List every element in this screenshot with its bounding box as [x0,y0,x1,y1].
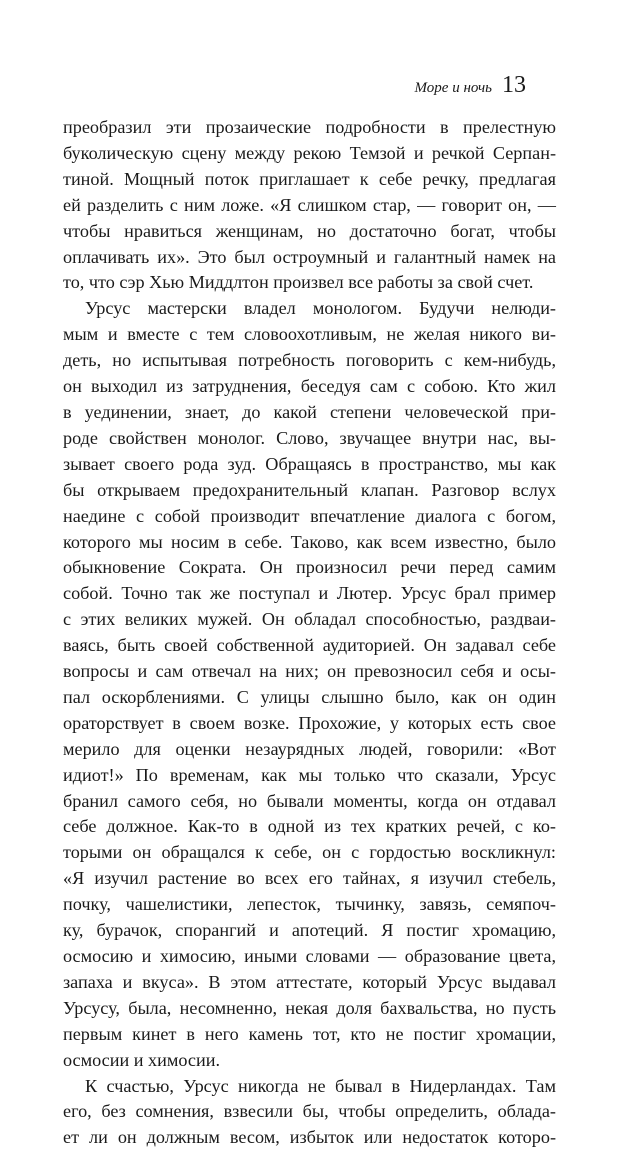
text-line: запаха и вкуса». В этом аттестате, который Урсус выдавал [63,971,556,992]
text-line: «Я изучил растение во всех его тайнах, я изучил стебель, [63,868,556,889]
text-line: осмосию и химосию, иными словами — образование цвета, [63,946,556,966]
paragraph [63,296,556,1073]
text-line: почку, чашелистики, лепесток, тычинку, завязь, семяпоч- [63,894,556,915]
text-line: ку, бурачок, спорангий и апотеций. Я постиг хромацию, [63,920,556,941]
page-number: 13 [502,72,526,98]
text-line: то, что сэр Хью Миддлтон произвел все работы за свой счет. [63,272,534,293]
text-line: осмосии и химосии. [63,1049,221,1070]
text-line: роде свойствен монолог. Слово, звучащее внутри нас, вы- [63,427,556,448]
text-line: оплачивать их». Это был остроумный и галантный намек на [63,246,556,267]
text-line: он выходил из затруднения, беседуя сам с собою. Кто жил [63,376,556,397]
text-line: торыми он обращался к себе, он с гордостью воскликнул: [63,842,556,863]
text-line: которого мы носим в себе. Таково, как всем известно, было [63,531,556,552]
text-line: ет ли он должным весом, избыток или недостаток которо- [63,1127,556,1148]
text-line: обыкновение Сократа. Он произносил речи перед самим [63,557,556,578]
text-line: вопросы и сам отвечал на них; он превозносил себя и осы- [63,661,556,682]
text-line: собой. Точно так же поступал и Лютер. Урсус брал пример [63,583,556,604]
text-line: мерило для оценки незаурядных людей, говорили: «Вот [63,738,556,759]
text-line: ваясь, быть своей собственной аудиторией. Он задавал себе [63,635,556,656]
body-text [63,115,556,1151]
text-line: его, без сомнения, взвесили бы, чтобы определить, облада- [63,1101,556,1122]
text-line: ораторствует в своем возке. Прохожие, у которых есть свое [63,712,556,733]
text-line: преобразил эти прозаические подробности в прелестную [63,117,556,137]
text-line: наедине с собой производит впечатление диалога с богом, [63,505,556,526]
text-line: ей разделить с ним ложе. «Я слишком стар, — говорит он, — [63,194,556,215]
text-line: Урсусу, была, несомненно, некая доля бахвальства, но пусть [63,997,556,1018]
paragraph [63,115,556,296]
text-line: с этих великих мужей. Он обладал способностью, раздваи- [63,609,556,630]
text-line: бы открываем предохранительный клапан. Разговор вслух [63,479,556,500]
text-line: первым кинет в него камень тот, кто не постиг хромации, [63,1023,556,1044]
running-header [415,72,526,99]
text-line: чтобы нравиться женщинам, но достаточно богат, чтобы [63,220,556,241]
text-line: в уединении, знает, до какой степени человеческой при- [63,401,556,422]
text-line: зывает своего рода зуд. Обращаясь в пространство, мы как [63,453,556,474]
text-line: К счастью, Урсус никогда не бывал в Нидерландах. Там [85,1075,556,1096]
text-line: бранил самого себя, но бывали моменты, когда он отдавал [63,790,556,811]
text-line: буколическую сцену между рекою Темзой и речкой Серпан- [63,142,556,163]
text-line: мым и вместе с тем словоохотливым, не желая никого ви- [63,324,556,345]
text-line: деть, но испытывая потребность поговорить с кем-нибудь, [63,350,556,371]
text-line: себе должное. Как-то в одной из тех кратких речей, с ко- [63,816,556,837]
text-line: идиот!» По временам, как мы только что сказали, Урсус [63,764,556,785]
paragraph [63,1074,556,1151]
text-line: тиной. Мощный поток приглашает к себе речку, предлагая [63,168,556,189]
running-title: Море и ночь [414,80,492,96]
text-line: пал оскорблениями. С улицы слышно было, как он один [63,686,556,707]
text-line: Урсус мастерски владел монологом. Будучи нелюди- [85,298,556,319]
